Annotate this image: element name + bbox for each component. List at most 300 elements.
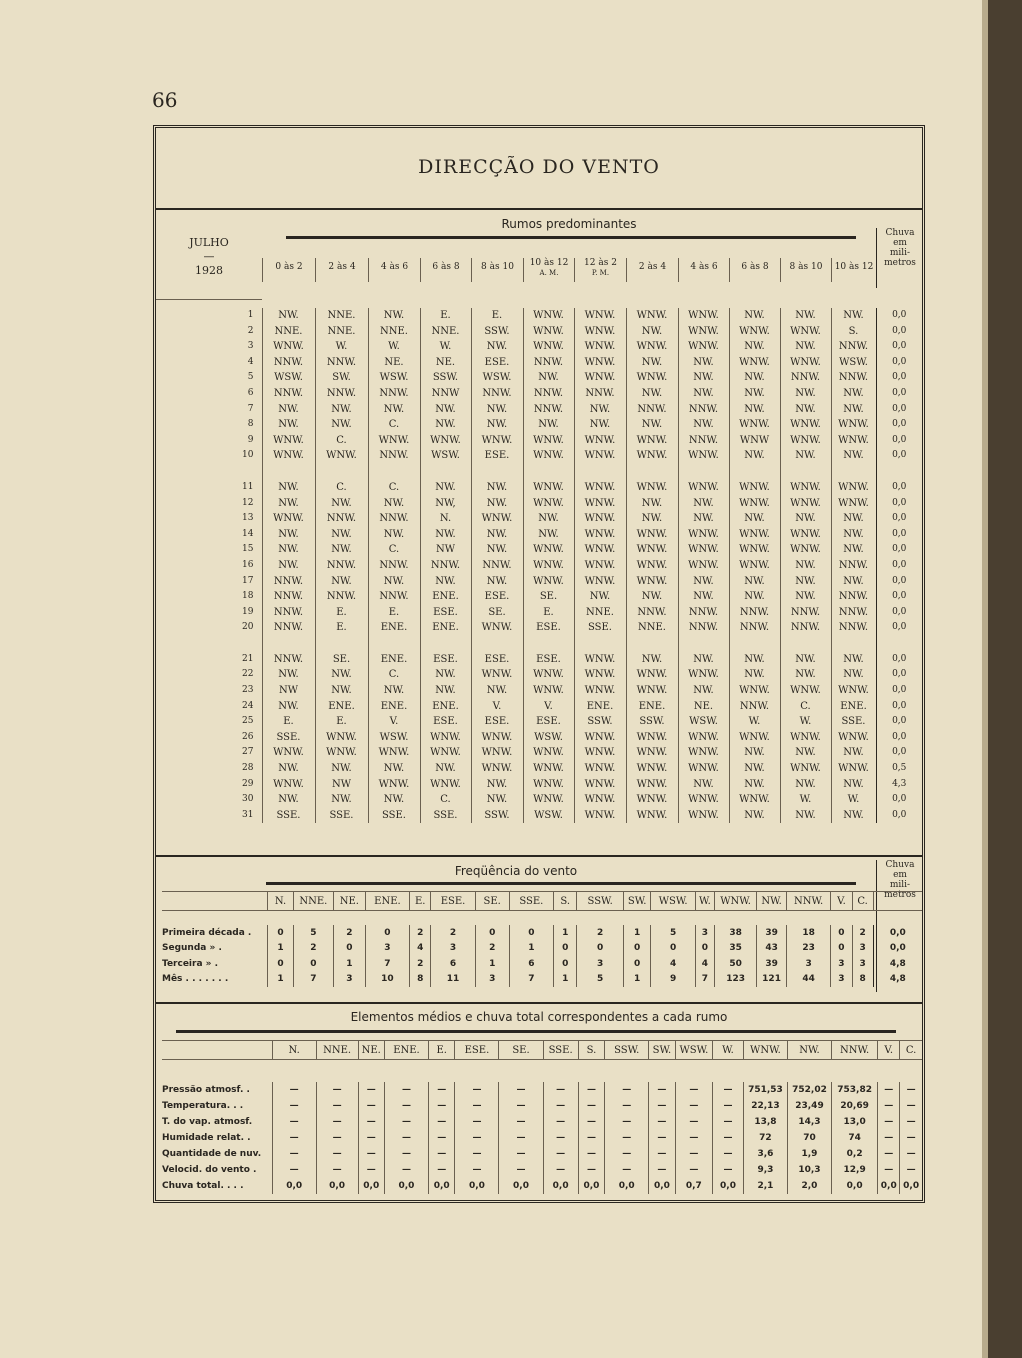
wind-direction-cell: NW. xyxy=(831,745,876,761)
day-number: 19 xyxy=(242,606,254,617)
element-cell: — xyxy=(316,1130,358,1146)
element-cell: 0,0 xyxy=(429,1178,455,1194)
frequency-row xyxy=(162,956,922,972)
wind-direction-cell: WNW. xyxy=(523,792,574,808)
wind-direction-cell: NW. xyxy=(523,370,574,386)
gap-cell xyxy=(626,636,678,652)
direction-header: SSE. xyxy=(543,1041,578,1060)
element-cell: — xyxy=(499,1114,543,1130)
wind-direction-cell: NNW. xyxy=(368,589,420,605)
wind-direction-cell: NW. xyxy=(471,339,523,355)
wind-direction-cell: NNW. xyxy=(368,448,420,464)
wind-direction-cell: NW, xyxy=(420,496,471,512)
wind-direction-cell: WNW. xyxy=(678,745,729,761)
wind-direction-cell: WNW. xyxy=(678,324,729,340)
gap-cell xyxy=(315,464,368,480)
day-number: 21 xyxy=(242,653,254,664)
day-number: 8 xyxy=(247,419,254,430)
wind-direction-cell: WNW. xyxy=(626,527,678,543)
interval-header xyxy=(780,258,831,282)
day-row xyxy=(156,511,922,527)
wind-direction-cell: ESE. xyxy=(523,714,574,730)
wind-direction-cell: NW. xyxy=(471,480,523,496)
frequency-cell: 2 xyxy=(577,925,624,941)
element-cell: — xyxy=(675,1114,712,1130)
wind-direction-cell: WNW. xyxy=(574,558,626,574)
wind-direction-cell: NW. xyxy=(420,667,471,683)
element-cell: — xyxy=(272,1082,316,1098)
frequency-cell: 44 xyxy=(786,972,830,988)
wind-direction-cell: WNW. xyxy=(626,308,678,324)
element-cell: — xyxy=(429,1130,455,1146)
wind-direction-cell: WNW. xyxy=(523,558,574,574)
frequency-cell: 50 xyxy=(714,956,756,972)
wind-direction-cell: NNW. xyxy=(831,589,876,605)
element-cell: — xyxy=(675,1130,712,1146)
frequency-row xyxy=(162,972,922,988)
element-cell: 13,8 xyxy=(743,1114,787,1130)
wind-direction-cell: WNW. xyxy=(626,339,678,355)
interval-header xyxy=(523,258,574,282)
interval-header xyxy=(678,258,729,282)
wind-direction-cell: WNW. xyxy=(315,448,368,464)
frequency-cell: 0 xyxy=(268,925,293,941)
element-cell: — xyxy=(713,1162,744,1178)
wind-direction-cell: E. xyxy=(471,308,523,324)
wind-direction-cell: NW. xyxy=(368,402,420,418)
day-row xyxy=(156,433,922,449)
day-row xyxy=(156,402,922,418)
element-cell: — xyxy=(878,1082,900,1098)
wind-direction-cell: NNW. xyxy=(368,386,420,402)
wind-direction-cell: NNW. xyxy=(315,558,368,574)
frequency-cell: 5 xyxy=(293,925,333,941)
period-label: Segunda » . xyxy=(162,943,222,954)
page-edge xyxy=(988,0,1022,1358)
wind-direction-cell: NW. xyxy=(729,652,780,668)
frequency-brace xyxy=(266,882,856,885)
interval-header xyxy=(315,258,368,282)
element-cell: — xyxy=(900,1162,922,1178)
wind-direction-cell: NW. xyxy=(729,339,780,355)
day-number: 20 xyxy=(242,622,254,633)
day-number: 12 xyxy=(242,497,254,508)
wind-direction-cell: V. xyxy=(471,699,523,715)
wind-direction-cell: NW. xyxy=(262,667,315,683)
gap-cell xyxy=(471,464,523,480)
wind-direction-cell: NW. xyxy=(729,761,780,777)
wind-direction-cell: NNW. xyxy=(574,386,626,402)
wind-direction-cell: WNW. xyxy=(626,433,678,449)
wind-direction-cell: SSE. xyxy=(368,808,420,824)
wind-direction-cell: NW xyxy=(420,542,471,558)
wind-direction-cell: W. xyxy=(729,714,780,730)
element-cell: — xyxy=(272,1098,316,1114)
wind-direction-cell: NW. xyxy=(780,308,831,324)
wind-direction-cell: WNW. xyxy=(626,558,678,574)
wind-direction-cell: NW. xyxy=(315,542,368,558)
interval-header xyxy=(831,258,876,282)
day-row xyxy=(156,605,922,621)
element-cell: — xyxy=(605,1146,649,1162)
wind-direction-cell: WNW. xyxy=(574,652,626,668)
wind-direction-cell: SE. xyxy=(315,652,368,668)
wind-direction-cell: WNW. xyxy=(626,777,678,793)
frequency-cell: 2 xyxy=(410,925,431,941)
element-cell: 752,02 xyxy=(787,1082,831,1098)
wind-direction-cell: NNW. xyxy=(831,370,876,386)
wind-direction-cell: WNW. xyxy=(831,761,876,777)
wind-direction-cell: WNW. xyxy=(831,480,876,496)
wind-direction-cell: NNW. xyxy=(262,574,315,590)
day-number: 4 xyxy=(247,356,254,367)
wind-direction-cell: W. xyxy=(368,339,420,355)
wind-direction-cell: WNW. xyxy=(780,730,831,746)
wind-direction-cell: NW. xyxy=(780,652,831,668)
wind-direction-cell: WNW. xyxy=(678,558,729,574)
day-row xyxy=(156,667,922,683)
frequency-cell: 3 xyxy=(577,956,624,972)
rain-cell: 0,0 xyxy=(876,433,922,449)
wind-direction-cell: NW. xyxy=(315,417,368,433)
rain-cell: 0,0 xyxy=(876,699,922,715)
wind-direction-cell: ESE. xyxy=(471,448,523,464)
wind-direction-cell: E. xyxy=(368,605,420,621)
wind-direction-cell: NW. xyxy=(831,448,876,464)
wind-direction-cell: NNW xyxy=(420,386,471,402)
frequency-header-row xyxy=(162,892,922,911)
wind-direction-cell: NW. xyxy=(262,558,315,574)
wind-direction-cell: WSW. xyxy=(368,730,420,746)
rain-cell: 0,0 xyxy=(876,308,922,324)
frequency-cell: 4 xyxy=(651,956,695,972)
wind-direction-cell: NW. xyxy=(678,574,729,590)
wind-direction-cell: NNW. xyxy=(678,620,729,636)
day-row xyxy=(156,574,922,590)
wind-direction-cell: SSW. xyxy=(471,324,523,340)
wind-direction-cell: WNW. xyxy=(262,448,315,464)
wind-direction-cell: NW. xyxy=(780,777,831,793)
direction-header: NNE. xyxy=(293,892,333,911)
rain-cell: 0,0 xyxy=(876,808,922,824)
year-label: 1928 xyxy=(195,264,223,277)
wind-direction-cell: C. xyxy=(420,792,471,808)
interval-header xyxy=(471,258,523,282)
wind-direction-cell: NW. xyxy=(368,308,420,324)
wind-direction-cell: NW. xyxy=(262,527,315,543)
interval-label: 2 às 4 xyxy=(638,262,667,272)
element-cell: — xyxy=(878,1114,900,1130)
wind-direction-cell: NW. xyxy=(368,761,420,777)
element-cell: 0,0 xyxy=(499,1178,543,1194)
frequency-cell: 11 xyxy=(431,972,475,988)
spacer-cell xyxy=(162,911,922,926)
wind-direction-cell: WNW. xyxy=(729,527,780,543)
element-cell: — xyxy=(878,1162,900,1178)
frequency-cell: 39 xyxy=(757,925,787,941)
element-cell: — xyxy=(605,1162,649,1178)
direction-header: SE. xyxy=(475,892,509,911)
direction-header: N. xyxy=(268,892,293,911)
element-cell: — xyxy=(358,1114,384,1130)
frequency-cell: 6 xyxy=(431,956,475,972)
wind-direction-cell: V. xyxy=(523,699,574,715)
frequency-cell: 2 xyxy=(293,941,333,957)
wind-direction-cell: NW. xyxy=(780,574,831,590)
direction-header: SSW. xyxy=(605,1041,649,1060)
wind-direction-cell: NNE. xyxy=(315,308,368,324)
day-row xyxy=(156,558,922,574)
wind-direction-cell: WNW. xyxy=(729,542,780,558)
frequency-cell: 9 xyxy=(651,972,695,988)
wind-direction-cell: NW. xyxy=(315,761,368,777)
wind-direction-cell: NNW. xyxy=(262,355,315,371)
direction-header: E. xyxy=(429,1041,455,1060)
element-cell: — xyxy=(429,1114,455,1130)
wind-direction-cell: NNW. xyxy=(262,589,315,605)
wind-direction-cell: WNW. xyxy=(729,417,780,433)
wind-direction-cell: NNW. xyxy=(831,605,876,621)
wind-direction-cell: NW. xyxy=(678,355,729,371)
wind-direction-cell: WSW. xyxy=(523,730,574,746)
wind-direction-cell: NNW. xyxy=(523,402,574,418)
element-cell: — xyxy=(713,1082,744,1098)
wind-direction-cell: NNW. xyxy=(780,370,831,386)
element-cell: — xyxy=(316,1114,358,1130)
wind-direction-cell: WNW. xyxy=(678,339,729,355)
day-row xyxy=(156,448,922,464)
direction-header: WSW. xyxy=(675,1041,712,1060)
wind-direction-cell: NNW. xyxy=(262,652,315,668)
wind-direction-cell: NNW. xyxy=(420,558,471,574)
period-label: Primeira década . xyxy=(162,927,252,938)
wind-direction-cell: WNW. xyxy=(523,433,574,449)
wind-direction-cell: WNW. xyxy=(315,745,368,761)
elements-row xyxy=(162,1146,922,1162)
table-frame xyxy=(153,125,925,1203)
wind-direction-cell: WNW. xyxy=(626,370,678,386)
day-number: 15 xyxy=(242,544,254,555)
elements-row xyxy=(162,1178,922,1194)
element-cell: — xyxy=(578,1146,604,1162)
element-cell: — xyxy=(878,1098,900,1114)
element-cell: — xyxy=(384,1098,428,1114)
interval-period: P. M. xyxy=(591,269,610,277)
wind-direction-cell: WNW. xyxy=(368,777,420,793)
direction-header: V. xyxy=(831,892,852,911)
day-number: 6 xyxy=(247,387,254,398)
divider xyxy=(156,299,262,300)
frequency-row xyxy=(162,925,922,941)
wind-direction-cell: NW. xyxy=(368,683,420,699)
direction-header: SSW. xyxy=(577,892,624,911)
day-number: 5 xyxy=(247,372,254,383)
frequency-cell: 0 xyxy=(554,941,577,957)
element-cell: — xyxy=(499,1130,543,1146)
wind-direction-cell: C. xyxy=(368,542,420,558)
wind-direction-cell: WNW. xyxy=(574,496,626,512)
wind-direction-cell: WSW. xyxy=(831,355,876,371)
wind-direction-table xyxy=(156,308,922,823)
day-number: 31 xyxy=(242,809,254,820)
direction-header: SW. xyxy=(623,892,651,911)
element-cell: 20,69 xyxy=(832,1098,878,1114)
day-number: 30 xyxy=(242,794,254,805)
page-title: DIRECÇÃO DO VENTO xyxy=(418,156,660,178)
gap-cell xyxy=(678,636,729,652)
interval-header xyxy=(574,258,626,282)
wind-direction-cell: WNW. xyxy=(574,777,626,793)
direction-header: ENE. xyxy=(365,892,409,911)
wind-direction-cell: NW. xyxy=(780,667,831,683)
wind-direction-cell: NNW. xyxy=(831,339,876,355)
interval-label: 4 às 6 xyxy=(690,262,718,272)
frequency-cell: 23 xyxy=(786,941,830,957)
day-row xyxy=(156,496,922,512)
rain-cell: 0,0 xyxy=(876,745,922,761)
wind-direction-cell: NW. xyxy=(471,496,523,512)
wind-direction-cell: WNW. xyxy=(626,448,678,464)
wind-direction-cell: WNW. xyxy=(831,496,876,512)
wind-direction-cell: WNW. xyxy=(523,496,574,512)
wind-direction-cell: WNW. xyxy=(574,527,626,543)
month-dash: — xyxy=(203,250,215,263)
wind-direction-cell: WNW. xyxy=(678,808,729,824)
frequency-cell: 8 xyxy=(852,972,873,988)
interval-label: 0 às 2 xyxy=(275,262,303,272)
wind-direction-cell: WNW. xyxy=(831,683,876,699)
wind-direction-cell: NE. xyxy=(420,355,471,371)
day-number: 17 xyxy=(242,575,254,586)
element-cell: 0,0 xyxy=(384,1178,428,1194)
frequency-cell: 123 xyxy=(714,972,756,988)
wind-direction-cell: WNW. xyxy=(780,761,831,777)
wind-direction-cell: NW. xyxy=(315,574,368,590)
wind-direction-cell: WNW. xyxy=(626,574,678,590)
wind-direction-cell: NW. xyxy=(262,792,315,808)
wind-direction-cell: SSE. xyxy=(262,808,315,824)
elements-row xyxy=(162,1130,922,1146)
wind-direction-cell: WNW. xyxy=(831,730,876,746)
rain-header-line: mili- xyxy=(889,248,911,258)
gap-cell xyxy=(876,464,922,480)
wind-direction-cell: WNW. xyxy=(574,745,626,761)
wind-direction-cell: WNW. xyxy=(780,527,831,543)
wind-direction-cell: NW. xyxy=(780,808,831,824)
element-cell: — xyxy=(455,1162,499,1178)
interval-header xyxy=(262,258,315,282)
rain-header-line: metros xyxy=(884,258,916,268)
elements-brace xyxy=(176,1030,896,1033)
element-cell: — xyxy=(499,1082,543,1098)
wind-direction-cell: ENE. xyxy=(626,699,678,715)
element-cell: — xyxy=(649,1082,675,1098)
wind-direction-cell: NW. xyxy=(420,574,471,590)
wind-direction-cell: WNW. xyxy=(523,667,574,683)
day-number: 24 xyxy=(242,700,254,711)
day-number: 11 xyxy=(242,481,254,492)
day-row xyxy=(156,355,922,371)
elements-row xyxy=(162,1098,922,1114)
wind-direction-cell: E. xyxy=(262,714,315,730)
rain-header-line: em xyxy=(893,238,907,248)
wind-direction-cell: NW. xyxy=(523,417,574,433)
frequency-cell: 0 xyxy=(509,925,553,941)
wind-direction-cell: NNW. xyxy=(780,605,831,621)
wind-direction-cell: E. xyxy=(315,620,368,636)
month-label-block xyxy=(156,236,262,278)
wind-direction-cell: WNW. xyxy=(574,355,626,371)
interval-label: 10 às 12 xyxy=(529,258,569,268)
frequency-cell: 1 xyxy=(333,956,365,972)
day-row xyxy=(156,589,922,605)
wind-direction-cell: WNW. xyxy=(780,355,831,371)
element-cell: 0,0 xyxy=(316,1178,358,1194)
day-row xyxy=(156,652,922,668)
blank-cell xyxy=(162,1041,272,1060)
wind-direction-cell: NW. xyxy=(831,511,876,527)
element-cell: — xyxy=(578,1162,604,1178)
gap-cell xyxy=(262,636,315,652)
direction-header: W. xyxy=(713,1041,744,1060)
wind-direction-cell: WSW. xyxy=(420,448,471,464)
gap-cell xyxy=(574,636,626,652)
wind-direction-cell: WNW. xyxy=(523,324,574,340)
interval-label: 10 às 12 xyxy=(834,262,874,272)
element-label: Chuva total. . . . xyxy=(162,1181,244,1191)
wind-direction-cell: NW. xyxy=(831,574,876,590)
frequency-cell: 1 xyxy=(554,925,577,941)
wind-direction-cell: C. xyxy=(315,480,368,496)
wind-direction-cell: WNW. xyxy=(523,777,574,793)
wind-direction-cell: W. xyxy=(780,714,831,730)
element-cell: — xyxy=(543,1082,578,1098)
wind-direction-cell: WNW. xyxy=(780,433,831,449)
element-cell: 74 xyxy=(832,1130,878,1146)
wind-direction-cell: V. xyxy=(368,714,420,730)
element-cell: — xyxy=(675,1082,712,1098)
direction-header: NE. xyxy=(333,892,365,911)
elements-table xyxy=(162,1040,922,1194)
frequency-title: Freqüência do vento xyxy=(454,864,578,878)
wind-direction-cell: WNW. xyxy=(729,355,780,371)
day-row xyxy=(156,542,922,558)
wind-direction-cell: NW. xyxy=(471,574,523,590)
element-cell: 0,0 xyxy=(713,1178,744,1194)
direction-header: NE. xyxy=(358,1041,384,1060)
element-cell: 22,13 xyxy=(743,1098,787,1114)
gap-cell xyxy=(262,464,315,480)
direction-header: N. xyxy=(272,1041,316,1060)
day-row xyxy=(156,480,922,496)
day-number: 14 xyxy=(242,528,254,539)
day-row xyxy=(156,777,922,793)
wind-direction-cell: C. xyxy=(780,699,831,715)
wind-direction-cell: NW. xyxy=(780,386,831,402)
rain-cell: 0,0 xyxy=(876,496,922,512)
element-cell: 0,0 xyxy=(358,1178,384,1194)
wind-direction-cell: WNW. xyxy=(780,324,831,340)
interval-label: 8 às 10 xyxy=(481,262,514,272)
element-cell: — xyxy=(605,1082,649,1098)
wind-direction-cell: WNW. xyxy=(574,667,626,683)
wind-direction-cell: NW. xyxy=(262,496,315,512)
element-cell: — xyxy=(543,1162,578,1178)
wind-direction-cell: SW. xyxy=(315,370,368,386)
element-cell: — xyxy=(358,1146,384,1162)
wind-direction-cell: NE. xyxy=(678,699,729,715)
wind-direction-cell: ENE. xyxy=(420,620,471,636)
